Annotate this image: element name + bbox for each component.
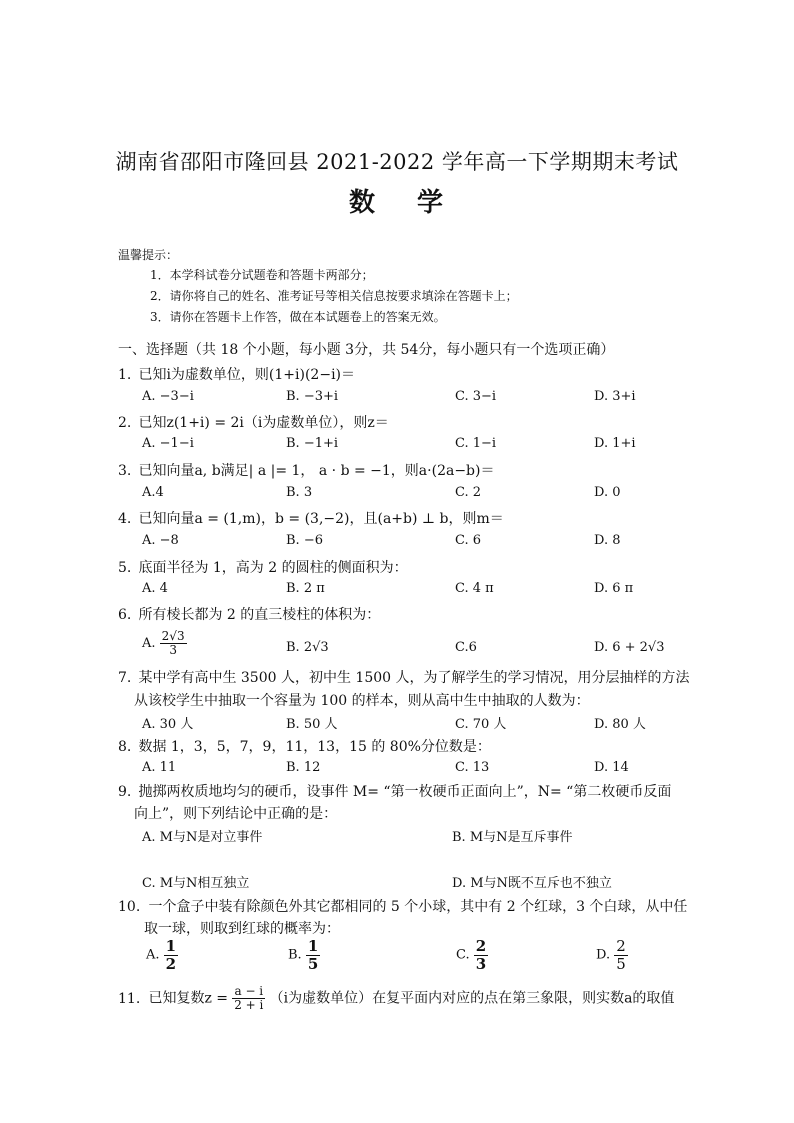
numerator: 2: [616, 937, 626, 955]
option-label: D.: [596, 947, 611, 963]
option-a: A. 30 人: [142, 717, 194, 732]
option-b: [288, 938, 320, 972]
numerator: 2√3: [161, 629, 185, 643]
option-c: C. 4 π: [455, 581, 494, 596]
option-a: A. 11: [142, 760, 177, 775]
option-a: [146, 938, 178, 972]
option-c: C. 70 人: [455, 717, 507, 732]
question-9: [118, 781, 671, 801]
fraction: [614, 938, 628, 972]
question-stem: 所有棱长都为 2 的直三棱柱的体积为：: [138, 607, 381, 623]
option-d: D. 8: [594, 533, 621, 548]
option-d: D. M与N既不互斥也不独立: [452, 876, 612, 891]
question-number: 10.: [118, 899, 141, 915]
numerator: a − i: [234, 984, 264, 998]
option-d: D. 3+i: [594, 389, 636, 404]
option-d: D. 14: [594, 760, 629, 775]
option-label: C.: [456, 947, 470, 963]
question-6: [118, 604, 380, 624]
denominator: 5: [307, 954, 319, 973]
question-number: 8.: [118, 739, 132, 755]
question-8: [118, 736, 491, 756]
option-a: A. 4: [142, 581, 168, 596]
fraction: [306, 938, 320, 972]
option-b: B. 2√3: [286, 640, 329, 655]
option-a: A. −8: [142, 533, 179, 548]
option-d: D. 6 π: [594, 581, 634, 596]
question-4: [118, 508, 504, 528]
fraction: [232, 985, 265, 1012]
tip-item: 3．请你在答题卡上作答，做在本试题卷上的答案无效。: [150, 310, 446, 324]
option-a: A.4: [142, 485, 164, 500]
question-11: [118, 985, 674, 1012]
option-b: B. −3+i: [286, 389, 339, 404]
tip-item: 2．请你将自己的姓名、准考证号等相关信息按要求填涂在答题卡上；: [150, 289, 518, 303]
subject-title: 数学: [348, 188, 485, 218]
question-3: [118, 460, 494, 480]
option-b: B. 3: [286, 485, 313, 500]
question-number: 1.: [118, 367, 132, 383]
option-b: B. −6: [286, 533, 323, 548]
option-c: [456, 938, 488, 972]
fraction: [164, 938, 178, 972]
question-number: 3.: [118, 463, 132, 479]
question-stem: 已知复数z =: [148, 990, 229, 1007]
fraction: [160, 630, 187, 657]
option-a: A. M与N是对立事件: [142, 830, 263, 845]
question-stem: 抛掷两枚质地均匀的硬币，设事件 M= “第一枚硬币正面向上”，N= “第二枚硬币反面: [138, 784, 672, 800]
tips-heading: 温馨提示：: [118, 248, 179, 262]
option-c: C. 1−i: [455, 436, 497, 451]
option-c: C. 13: [455, 760, 490, 775]
option-c: C.6: [455, 640, 477, 655]
tip-item: 1．本学科试卷分试题卷和答题卡两部分；: [150, 268, 374, 282]
option-a: [142, 630, 187, 657]
option-b: B. 50 人: [286, 717, 338, 732]
numerator: 2: [475, 937, 487, 955]
question-2: [118, 412, 389, 432]
option-a: A. −1−i: [142, 436, 194, 451]
section-heading: 一、选择题（共 18 个小题，每小题 3分，共 54分，每小题只有一个选项正确）: [118, 342, 615, 358]
denominator: 2: [165, 954, 177, 973]
question-7-line-2: 从该校学生中抽取一个容量为 100 的样本，则从高中生中抽取的人数为：: [134, 693, 590, 709]
question-5: [118, 557, 408, 577]
numerator: 1: [307, 937, 319, 955]
option-label: B.: [288, 947, 302, 963]
option-d: D. 6 + 2√3: [594, 640, 665, 655]
numerator: 1: [165, 937, 177, 955]
option-b: B. −1+i: [286, 436, 339, 451]
question-stem: 一个盒子中装有除颜色外其它都相同的 5 个小球，其中有 2 个红球，3 个白球，从中任: [148, 899, 688, 915]
option-c: C. 3−i: [455, 389, 497, 404]
option-d: D. 1+i: [594, 436, 636, 451]
denominator: 5: [616, 954, 626, 973]
question-number: 2.: [118, 415, 132, 431]
option-b: B. 12: [286, 760, 321, 775]
option-label: A.: [146, 947, 160, 963]
question-stem: 已知向量a, b满足| a |= 1， a · b = −1，则a·(2a−b)＝: [138, 463, 495, 479]
question-stem: 已知向量a = (1,m)，b = (3,−2)，且(a+b) ⊥ b，则m＝: [138, 511, 504, 527]
question-10: [118, 896, 687, 916]
question-number: 6.: [118, 607, 132, 623]
question-9-line-2: 向上”，则下列结论中正确的是：: [134, 806, 338, 822]
fraction: [474, 938, 488, 972]
exam-title: 湖南省邵阳市隆回县 2021-2022 学年高一下学期期末考试: [115, 150, 679, 174]
option-b: B. M与N是互斥事件: [452, 830, 573, 845]
denominator: 2 + i: [234, 998, 264, 1013]
question-1: [118, 364, 355, 384]
denominator: 3: [169, 643, 177, 658]
question-stem: 底面半径为 1，高为 2 的圆柱的侧面积为：: [138, 560, 408, 576]
option-d: D. 80 人: [594, 717, 646, 732]
option-label: A.: [142, 636, 156, 652]
option-b: B. 2 π: [286, 581, 325, 596]
question-number: 7.: [118, 670, 132, 686]
option-c: C. 6: [455, 533, 482, 548]
question-number: 5.: [118, 560, 132, 576]
option-c: C. 2: [455, 485, 482, 500]
question-10-line-2: 取一球，则取到红球的概率为：: [144, 921, 340, 937]
question-stem: 已知z(1+i) = 2i（i为虚数单位），则z＝: [138, 415, 389, 431]
question-number: 11.: [118, 990, 141, 1007]
question-stem: 某中学有高中生 3500 人，初中生 1500 人，为了解学生的学习情况，用分层抽样的方法: [138, 670, 690, 686]
option-d: [596, 938, 628, 972]
option-d: D. 0: [594, 485, 621, 500]
option-c: C. M与N相互独立: [142, 876, 250, 891]
question-number: 9.: [118, 784, 132, 800]
question-stem-continued: （i为虚数单位）在复平面内对应的点在第三象限，则实数a的取值: [269, 990, 675, 1007]
question-number: 4.: [118, 511, 132, 527]
question-stem: 已知i为虚数单位，则(1+i)(2−i)＝: [138, 367, 356, 383]
denominator: 3: [475, 954, 487, 973]
question-7: [118, 667, 690, 687]
question-stem: 数据 1，3，5，7，9，11，13，15 的 80%分位数是：: [138, 739, 491, 755]
option-a: A. −3−i: [142, 389, 194, 404]
